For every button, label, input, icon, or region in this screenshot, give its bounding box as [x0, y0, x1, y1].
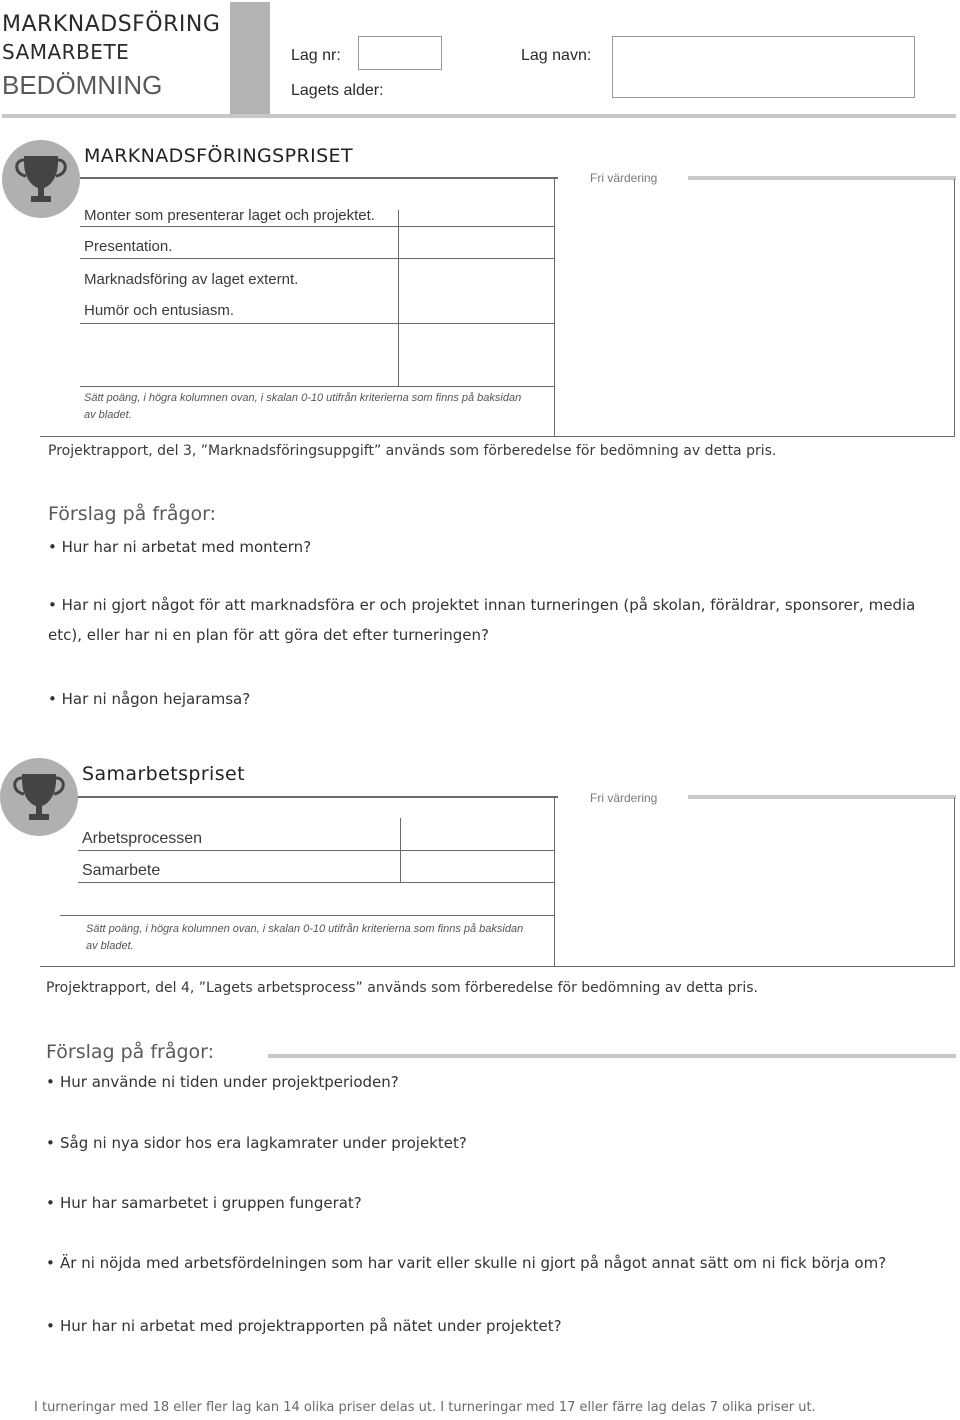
- row-line: [60, 915, 554, 916]
- question-item: • Har ni någon hejaramsa?: [48, 690, 251, 708]
- question-item: Hur har ni arbetat med projektrapporten på nätet under projektet?: [60, 1317, 562, 1335]
- report-text: Projektrapport, del 4, ”Lagets arbetsprocess” används som förberedelse för bedömning av detta pris.: [46, 980, 758, 996]
- title-underline: [80, 177, 558, 179]
- lagets-alder-label: Lagets alder:: [291, 82, 384, 99]
- question-item: Hur har samarbetet i gruppen fungerat?: [60, 1194, 362, 1212]
- row-line: [80, 258, 554, 259]
- row-line: [80, 226, 554, 227]
- title-marknadsforing: MARKNADSFÖRING: [2, 12, 221, 37]
- lag-navn-label: Lag navn:: [521, 47, 592, 64]
- lag-nr-field[interactable]: [358, 36, 442, 70]
- lag-nr-label: Lag nr:: [291, 47, 341, 64]
- table-divider: [554, 179, 555, 436]
- bullet: •: [46, 1073, 55, 1091]
- fri-vardering-label: Fri värdering: [590, 791, 658, 805]
- question-item: Såg ni nya sidor hos era lagkamrater under projektet?: [60, 1134, 467, 1152]
- questions-heading: Förslag på frågor:: [48, 503, 217, 525]
- fri-vardering-line: [688, 795, 956, 799]
- report-text: Projektrapport, del 3, ”Marknadsföringsuppgift” används som förberedelse för bedömning av detta pris.: [48, 443, 777, 459]
- row-line: [78, 850, 554, 851]
- scoring-note: Sätt poäng, i högra kolumnen ovan, i skalan 0-10 utifrån kriterierna som finns på baksidan av bladet.: [86, 923, 524, 952]
- criterion-humor: Humör och entusiasm.: [84, 302, 235, 319]
- section1-title: MARKNADSFÖRINGSPRISET: [84, 145, 353, 167]
- title-samarbete: SAMARBETE: [2, 40, 130, 64]
- criterion-arbetsprocessen: Arbetsprocessen: [82, 830, 203, 847]
- scoring-note: Sätt poäng, i högra kolumnen ovan, i skalan 0-10 utifrån kriterierna som finns på baksidan av bladet.: [84, 392, 522, 421]
- table-bottom-line: [40, 436, 955, 437]
- score-column-divider: [400, 818, 401, 882]
- bullet: •: [46, 1134, 55, 1152]
- fri-box-right-edge: [954, 179, 955, 436]
- question-item: Är ni nöjda med arbetsfördelningen som har varit eller skulle ni gjort på något annat sätt om ni fick börja om?: [60, 1254, 887, 1272]
- trophy-icon: [2, 140, 80, 218]
- row-line: [80, 323, 554, 324]
- footer-note: I turneringar med 18 eller fler lag kan 14 olika priser delas ut. I turneringar med 17 eller färre lag delas 7 olika priser ut.: [34, 1400, 816, 1415]
- header-divider: [2, 114, 956, 118]
- fri-vardering-line: [688, 176, 956, 180]
- fri-vardering-label: Fri värdering: [590, 171, 658, 185]
- header-grey-bar: [230, 2, 270, 114]
- question-item: • Har ni gjort något för att marknadsföra er och projektet innan turneringen (på skolan, föräldrar, sponsorer, media etc), eller har ni en plan för att göra det efter turneringen?: [48, 596, 916, 644]
- title-bedomning: BEDÖMNING: [2, 70, 163, 100]
- row-line: [78, 882, 554, 883]
- trophy-icon: [0, 758, 78, 836]
- bullet: •: [46, 1194, 55, 1212]
- lag-navn-field[interactable]: [612, 36, 915, 98]
- bullet: •: [46, 1254, 55, 1272]
- row-line: [80, 386, 554, 387]
- table-divider: [554, 798, 555, 966]
- trophy-badge: [0, 758, 78, 836]
- questions-divider: [268, 1054, 956, 1058]
- question-item: Hur använde ni tiden under projektperioden?: [60, 1073, 399, 1091]
- table-bottom-line: [40, 966, 955, 967]
- questions-heading: Förslag på frågor:: [46, 1041, 215, 1063]
- criterion-presentation: Presentation.: [84, 238, 173, 255]
- bullet: •: [46, 1317, 55, 1335]
- criterion-samarbete: Samarbete: [82, 862, 161, 879]
- fri-box-right-edge: [954, 798, 955, 966]
- score-column-divider: [398, 210, 399, 386]
- title-underline: [78, 796, 558, 798]
- trophy-badge: [2, 140, 80, 218]
- criterion-monter: Monter som presenterar laget och projektet.: [84, 207, 375, 224]
- question-item: • Hur har ni arbetat med montern?: [48, 538, 312, 556]
- criterion-marknadsforing: Marknadsföring av laget externt.: [84, 271, 299, 288]
- section2-title: Samarbetspriset: [82, 763, 245, 785]
